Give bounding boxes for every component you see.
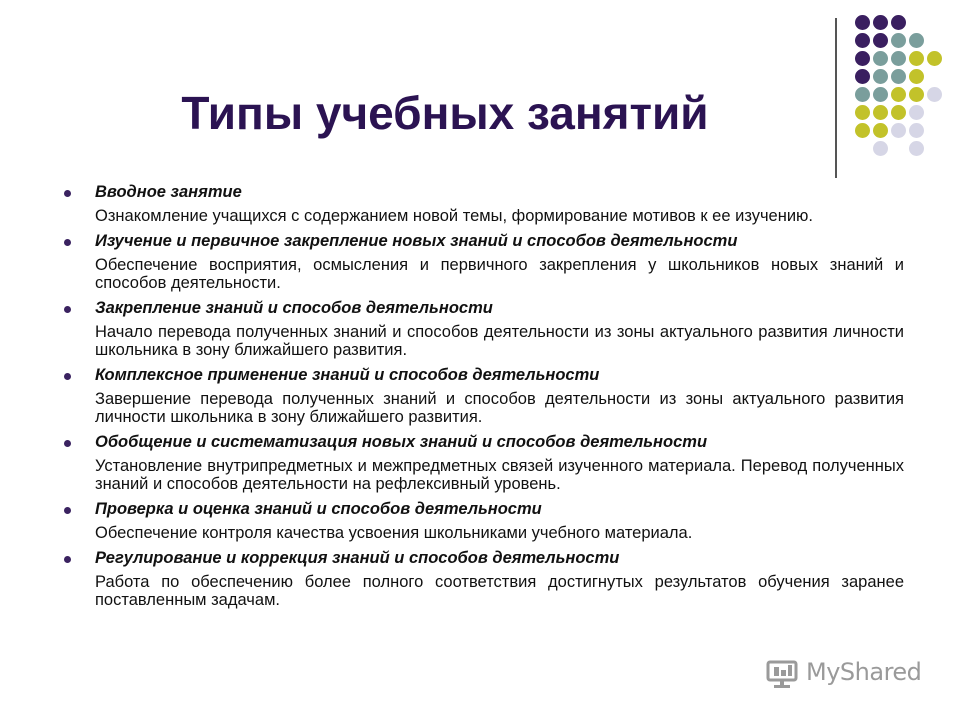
- dot: [855, 87, 870, 102]
- item-description: Обеспечение контроля качества усвоения школьниками учебного материала.: [95, 524, 693, 542]
- list-item: [64, 432, 904, 493]
- dot: [873, 69, 888, 84]
- item-description: Завершение перевода полученных знаний и способов деятельности из зоны актуального развития личности школьника в зону ближайшего развития.: [95, 390, 904, 426]
- dot: [855, 69, 870, 84]
- dot: [855, 123, 870, 138]
- dot: [873, 123, 888, 138]
- dot: [891, 33, 906, 48]
- dot: [891, 51, 906, 66]
- dot: [873, 141, 888, 156]
- dot: [873, 51, 888, 66]
- item-heading: Изучение и первичное закрепление новых знаний и способов деятельности: [95, 232, 738, 250]
- dot: [909, 105, 924, 120]
- dot: [873, 33, 888, 48]
- list-item: [64, 182, 904, 225]
- slide-title: Типы учебных занятий: [181, 87, 709, 139]
- list-item: [64, 499, 904, 542]
- decorative-dot-grid: [0, 0, 960, 200]
- item-description: Работа по обеспечению более полного соответствия достигнутых результатов обучения заранее поставленным задачам.: [95, 573, 904, 609]
- dot: [891, 87, 906, 102]
- dot: [855, 105, 870, 120]
- presentation-screen-icon: [766, 658, 800, 690]
- dot: [873, 105, 888, 120]
- item-heading: Комплексное применение знаний и способов деятельности: [95, 366, 600, 384]
- bullet-icon: [64, 440, 71, 447]
- list-item: [64, 548, 904, 609]
- dot: [891, 15, 906, 30]
- dot: [855, 15, 870, 30]
- bullet-icon: [64, 190, 71, 197]
- dot: [909, 69, 924, 84]
- lesson-types-list: [64, 182, 904, 615]
- dot: [873, 15, 888, 30]
- list-item: [64, 365, 904, 426]
- bullet-icon: [64, 556, 71, 563]
- dot: [909, 33, 924, 48]
- dot: [927, 51, 942, 66]
- item-heading: Вводное занятие: [95, 183, 242, 201]
- watermark-text: MyShared: [806, 658, 922, 686]
- dot: [909, 141, 924, 156]
- dot: [891, 69, 906, 84]
- item-description: Ознакомление учащихся с содержанием новой темы, формирование мотивов к ее изучению.: [95, 207, 814, 225]
- dot: [909, 87, 924, 102]
- bullet-icon: [64, 306, 71, 313]
- dot: [873, 87, 888, 102]
- dot: [855, 33, 870, 48]
- item-heading: Закрепление знаний и способов деятельности: [95, 299, 493, 317]
- dot: [891, 123, 906, 138]
- bullet-icon: [64, 507, 71, 514]
- item-description: Обеспечение восприятия, осмысления и первичного закрепления у школьников новых знаний и способов деятельности.: [95, 256, 904, 292]
- dot: [927, 87, 942, 102]
- item-heading: Регулирование и коррекция знаний и способов деятельности: [95, 549, 620, 567]
- dot: [909, 123, 924, 138]
- bullet-icon: [64, 373, 71, 380]
- list-item: [64, 298, 904, 359]
- dot: [891, 105, 906, 120]
- item-heading: Проверка и оценка знаний и способов деятельности: [95, 500, 542, 518]
- dot: [909, 51, 924, 66]
- item-description: Установление внутрипредметных и межпредметных связей изученного материала. Перевод полученных знаний и способов деятельности на рефлексивный уровень.: [95, 457, 904, 493]
- list-item: [64, 231, 904, 292]
- bullet-icon: [64, 239, 71, 246]
- dot: [855, 51, 870, 66]
- item-heading: Обобщение и систематизация новых знаний и способов деятельности: [95, 433, 708, 451]
- mysshared-watermark[interactable]: [766, 656, 936, 690]
- item-description: Начало перевода полученных знаний и способов деятельности из зоны актуального развития личности школьника в зону ближайшего развития.: [95, 323, 904, 359]
